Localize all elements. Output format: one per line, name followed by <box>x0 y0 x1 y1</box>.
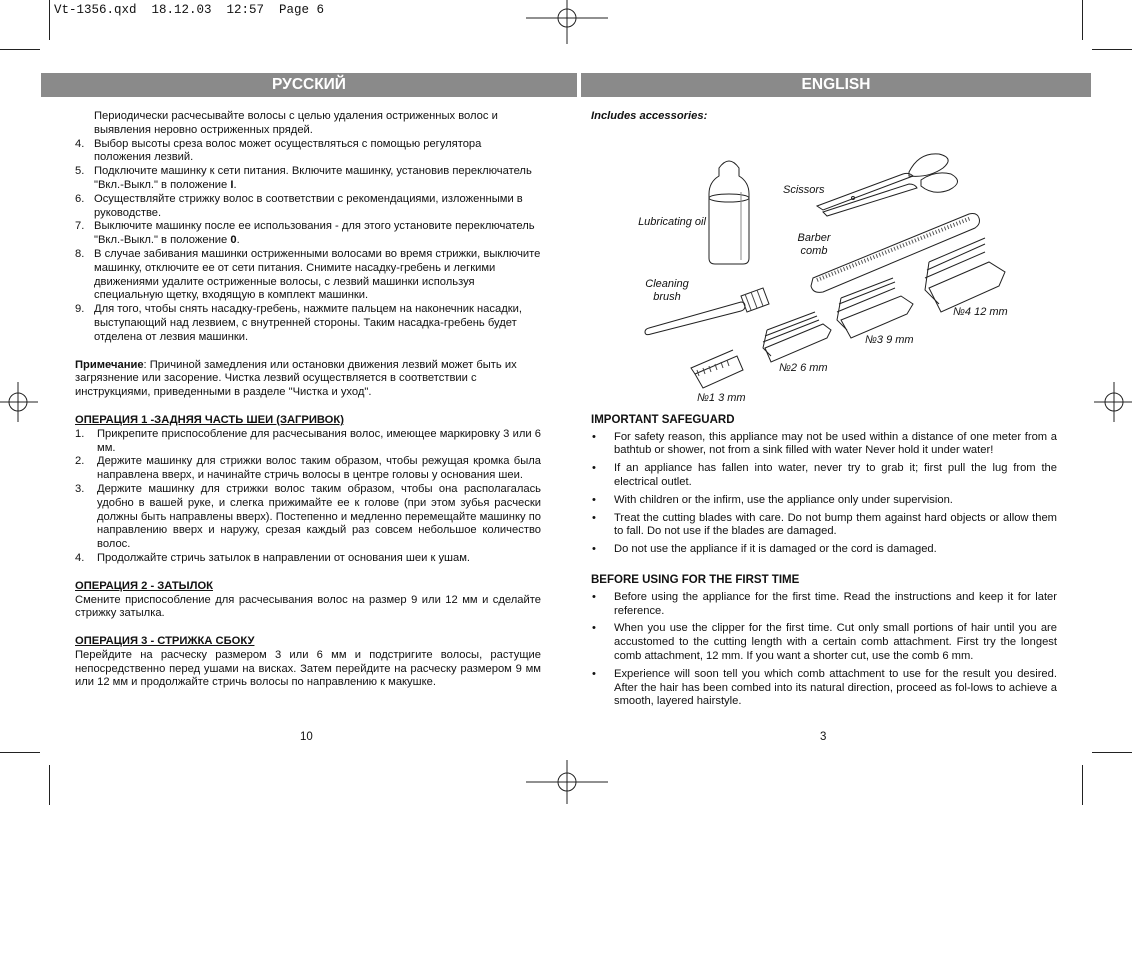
crop-mark <box>1082 0 1083 40</box>
crop-mark <box>1092 49 1132 50</box>
oil-bottle-icon <box>709 161 749 264</box>
russian-column <box>75 110 541 690</box>
list-item: 7. Выключите машинку после ее использования - для этого установите переключатель "Вкл.-Выкл." в положение 0. <box>75 220 535 247</box>
label-barber-comb: Barber comb <box>797 231 831 257</box>
registration-mark <box>526 0 608 44</box>
list-item: • Treat the cutting blades with care. Do not bump them against hard objects or allow them to fall. Do not use if the blades are damaged. <box>592 511 1057 538</box>
list-item: 2. Держите машинку для стрижки волос таким образом, чтобы режущая кромка была направлена вверх, и начинайте стричь волосы в центре головы у основания шеи. <box>75 455 541 482</box>
list-item: 8. В случае забивания машинки остриженными волосами во время стрижки, выключите машинку, отключите ее от сети питания. Снимите насадку-гребень и легкими движениями удалите остриженные волосы, с лезвий машинки используя специальную щетку, входящую в комплект машинки. <box>75 247 541 302</box>
crop-mark <box>49 765 50 805</box>
label-attachment-1: №1 3 mm <box>697 391 746 404</box>
safeguard-heading: IMPORTANT SAFEGUARD <box>591 413 735 426</box>
operation-2-text: Смените приспособление для расчесывания волос на размер 9 или 12 мм и сделайте стрижку затылка. <box>75 593 541 620</box>
accessories-title: Includes accessories: <box>591 110 708 122</box>
list-item: • Before using the appliance for the first time. Read the instructions and keep it for later reference. <box>592 590 1057 617</box>
first-time-heading: BEFORE USING FOR THE FIRST TIME <box>591 573 800 586</box>
list-item: • Do not use the appliance if it is damaged or the cord is damaged. <box>592 543 937 556</box>
page-number-right: 3 <box>820 731 827 743</box>
list-item: 9. Для того, чтобы снять насадку-гребень, нажмите пальцем на наконечник насадки, выступающий над лезвием, с внутренней стороны. Таким насадка-гребень будет отделена от лезвия машинки. <box>75 303 522 343</box>
list-item: Периодически расчесывайте волосы с целью удаления остриженных волос и выявления неровно остриженных прядей. <box>94 110 498 136</box>
crop-mark <box>1092 752 1132 753</box>
comb-attachment-2-icon <box>763 312 831 362</box>
crop-mark <box>49 0 50 40</box>
list-item: 3. Держите машинку для стрижки волос таким образом, чтобы она располагалась удобно в вашей руке, и слегка прижимайте ее к голове (при этом зубья расчески должны быть направлены вверх). Постепенно и медленно перемещайте машинку по направлению вверх и наружу, срезая каждый раз совсем небольшое количество волос. <box>75 482 541 551</box>
operation-1-heading: ОПЕРАЦИЯ 1 -ЗАДНЯЯ ЧАСТЬ ШЕИ (ЗАГРИВОК) <box>75 413 344 426</box>
banner-title: РУССКИЙ <box>272 76 346 93</box>
list-item: 4. Выбор высоты среза волос может осуществляться с помощью регулятора положения лезвий. <box>75 137 482 164</box>
intro-list <box>75 110 541 345</box>
comb-attachment-4-icon <box>925 238 1005 312</box>
label-attachment-2: №2 6 mm <box>779 361 828 374</box>
accessories-illustration <box>591 128 1057 408</box>
language-banner-english <box>581 73 1091 97</box>
registration-mark <box>1094 382 1132 422</box>
operation-3-text: Перейдите на расческу размером 3 или 6 мм и подстригите волосы, растущие непосредственно перед ушами на висках. Затем перейдите на расческу размером 9 мм или 12 мм и продолжайте стричь волосы по направлению к макушке. <box>75 648 541 689</box>
registration-mark <box>0 382 38 422</box>
note-paragraph: Примечание: Причиной замедления или остановки движения лезвий может быть их загрязнение или засорение. Чистка лезвий осуществляется в соответствии с инструкциями, приведенными в разделе "Чистка и уход". <box>75 358 517 399</box>
english-column <box>591 110 1057 713</box>
label-attachment-4: №4 12 mm <box>953 305 1008 318</box>
language-banner-russian <box>41 73 577 97</box>
list-item: • For safety reason, this appliance may not be used within a distance of one meter from a bathtub or shower, not from a sink filled with water Never hold it under water! <box>592 430 1057 457</box>
list-item: 1. Прикрепите приспособление для расчесывания волос, имеющее маркировку 3 или 6 мм. <box>75 427 541 454</box>
safeguard-list <box>591 431 1057 557</box>
operation-1-list <box>75 428 541 566</box>
crop-mark <box>0 752 40 753</box>
crop-mark <box>0 49 40 50</box>
list-item: 6. Осуществляйте стрижку волос в соответствии с рекомендациями, изложенными в руководстве. <box>75 192 523 219</box>
comb-attachment-1-icon <box>691 350 743 388</box>
operation-2-heading: ОПЕРАЦИЯ 2 - ЗАТЫЛОК <box>75 579 213 592</box>
registration-mark <box>526 760 608 804</box>
label-lubricating-oil: Lubricating oil <box>638 215 706 228</box>
label-scissors: Scissors <box>783 183 825 196</box>
file-slug: Vt-1356.qxd 18.12.03 12:57 Page 6 <box>54 3 325 17</box>
first-time-list <box>591 591 1057 709</box>
comb-attachment-3-icon <box>837 278 913 338</box>
list-item: • If an appliance has fallen into water, never try to grab it; first pull the lug from the electrical outlet. <box>592 462 1057 488</box>
list-item: • When you use the clipper for the first time. Cut only small portions of hair until you are accustomed to the cutting length with a certain comb attachment. First try the longest comb attachment, 12 mm. If you want a shorter cut, use the comb 6 mm. <box>592 622 1057 662</box>
list-item: • With children or the infirm, use the appliance only under supervision. <box>592 493 953 506</box>
scissors-icon <box>817 154 958 216</box>
list-item: 4. Продолжайте стричь затылок в направлении от основания шеи к ушам. <box>75 551 471 564</box>
operation-3-heading: ОПЕРАЦИЯ 3 - СТРИЖКА СБОКУ <box>75 635 255 648</box>
list-item: • Experience will soon tell you which comb attachment to use for the result you desired. After the hair has been combed into its natural direction, proceed as fol-lows to achieve a smooth, layered hairstyle. <box>592 667 1057 708</box>
crop-mark <box>1082 765 1083 805</box>
list-item: 5. Подключите машинку к сети питания. Включите машинку, установив переключатель "Вкл.-Выкл." в положение I. <box>75 165 532 191</box>
label-attachment-3: №3 9 mm <box>865 333 914 346</box>
banner-title: ENGLISH <box>801 76 871 93</box>
page-number-left: 10 <box>300 731 313 743</box>
label-cleaning-brush: Cleaning brush <box>645 277 689 303</box>
